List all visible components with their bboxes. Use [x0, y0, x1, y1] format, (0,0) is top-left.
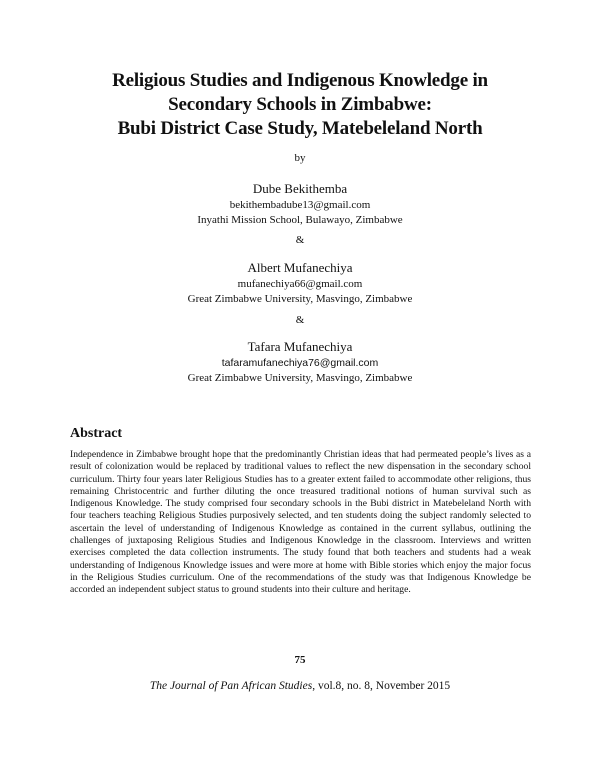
by-line: by [294, 152, 306, 164]
abstract-heading: Abstract [70, 426, 123, 441]
author-block-3 [0, 338, 600, 386]
journal-citation [0, 680, 600, 692]
title-line-2: Secondary Schools in Zimbabwe: [168, 94, 432, 115]
author-name: Albert Mufanechiya [247, 260, 353, 275]
page-number: 75 [294, 654, 306, 666]
paper-title [60, 69, 540, 141]
author-name: Tafara Mufanechiya [247, 339, 353, 354]
author-block-1 [0, 180, 600, 228]
author-affiliation: Great Zimbabwe University, Masvingo, Zimbabwe [187, 372, 413, 384]
author-email: tafaramufanechiya76@gmail.com [221, 357, 379, 369]
author-separator: & [295, 314, 305, 326]
title-line-1: Religious Studies and Indigenous Knowledge in [112, 70, 488, 91]
author-email: mufanechiya66@gmail.com [237, 278, 363, 290]
author-separator: & [295, 234, 305, 246]
author-name: Dube Bekithemba [252, 181, 348, 196]
journal-name: The Journal of Pan African Studies [149, 680, 313, 692]
title-line-3: Bubi District Case Study, Matebeleland North [117, 118, 483, 139]
author-affiliation: Great Zimbabwe University, Masvingo, Zimbabwe [187, 293, 413, 305]
abstract-body: Independence in Zimbabwe brought hope that the predominantly Christian ideas that had permeated people’s lives as a result of colonization would be replaced by traditional values to reflect the new dispensation in the secondary school curriculum. Thirty four years later Religious Studies has to a greater extent failed to accommodate other religions, thus remaining Christocentric and further diluting the once treasured traditional notions of human survival such as Indigenous Knowledge. The study comprised four secondary schools in the Bubi district in Matebeleland North with four teachers teaching Religious Studies purposively selected, and ten students doing the subject randomly selected to ascertain the level of understanding of Indigenous Knowledge as contained in the current syllabus, outlining the challenges of juxtaposing Religious Studies and Indigenous Knowledge in the classroom. Interviews and written exercises completed the data collection instruments. The study found that both teachers and students had a weak understanding of Indigenous Knowledge issues and were more at home with Bible stories which enjoy the major focus in the Religious Studies curriculum. One of the recommendations of the study was that Indigenous Knowledge be accorded an independent subject status to ground students into their culture and heritage. [70, 449, 531, 596]
author-affiliation: Inyathi Mission School, Bulawayo, Zimbabwe [197, 214, 403, 226]
author-email: bekithembadube13@gmail.com [229, 199, 371, 211]
journal-details: , vol.8, no. 8, November 2015 [312, 680, 451, 692]
author-block-2 [0, 259, 600, 307]
